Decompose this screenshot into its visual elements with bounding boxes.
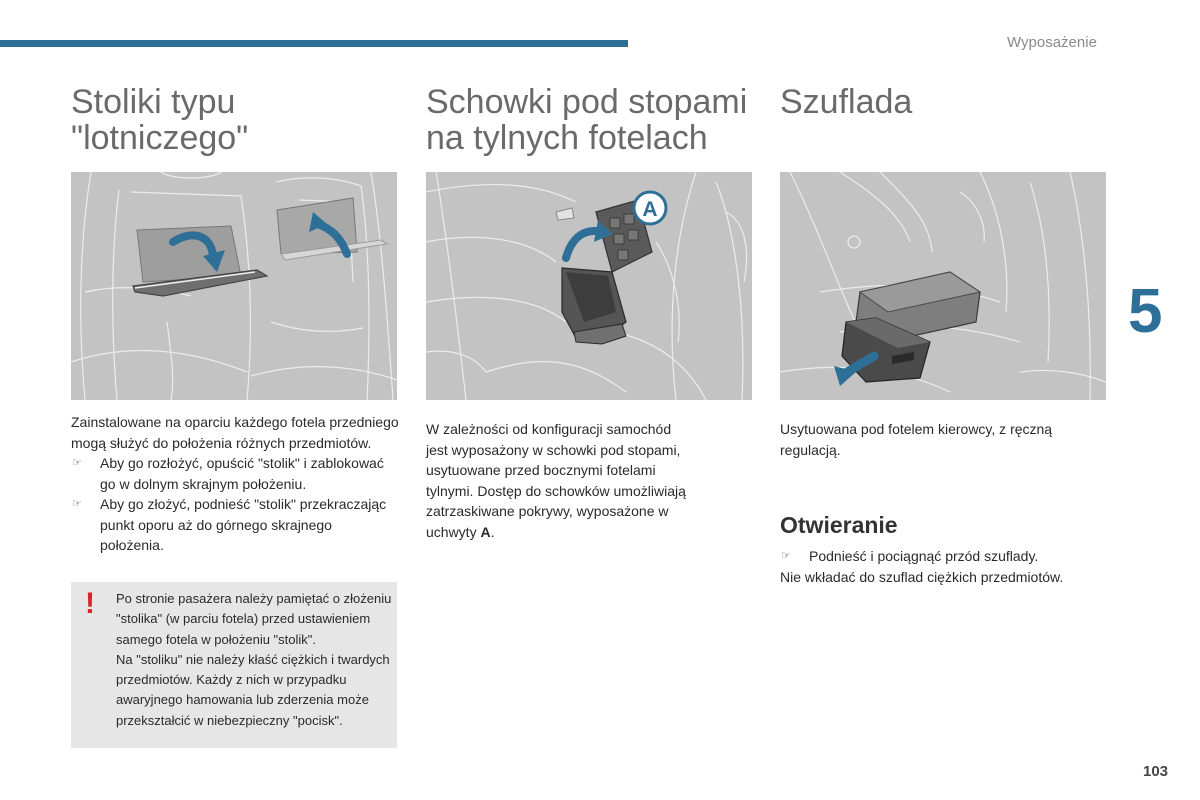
section-label: Wyposażenie [1007,34,1097,51]
col2-title [426,84,747,156]
footwell-storage-illustration [426,172,752,400]
pointing-hand-icon: ☞ [72,498,82,510]
tray-table-illustration [71,172,397,400]
page-number: 103 [1143,763,1169,780]
pointing-hand-icon: ☞ [781,550,791,562]
callout-label: A [642,198,658,221]
last-line-suffix: . [490,523,495,540]
bullet-line: Aby go rozłożyć, opuścić "stolik" i zablokować [100,455,384,471]
col1-title-line: "lotniczego" [71,119,249,157]
col3-instructions [780,546,1063,587]
col2-body-line: tylnymi. Dostęp do schowków umożliwiają [426,482,686,499]
list-item [71,453,399,494]
col2-body [426,419,686,542]
bullet-line: Aby go złożyć, podnieść "stolik" przekraczając [100,496,387,512]
handle-label: A [480,523,491,540]
col2-body-last-line [426,522,686,543]
col1-intro-line: mogą służyć do położenia różnych przedmiotów. [71,434,372,451]
bullet-line: Podnieść i pociągnąć przód szuflady. [809,548,1039,564]
warning-box [71,582,397,748]
bullet-line: go w dolnym skrajnym położeniu. [100,475,307,492]
warning-line: awaryjnego hamowania lub zderzenia może [116,692,369,708]
warning-text [116,589,391,731]
col2-title-line: Schowki pod stopami [426,83,748,121]
col2-body-line: W zależności od konfiguracji samochód [426,421,672,437]
chapter-number: 5 [1128,277,1163,346]
col2-body-line: usytuowane przed bocznymi fotelami [426,462,656,478]
col3-body-line: Usytuowana pod fotelem kierowcy, z ręczną [780,421,1053,437]
col3-body-line: regulacją. [780,441,841,458]
list-item [780,546,1063,567]
warning-line: przedmiotów. Każdy z nich w przypadku [116,672,347,688]
subheading: Otwieranie [780,512,898,538]
exclamation-icon: ! [85,587,95,620]
list-item [71,494,399,556]
pointing-hand-icon: ☞ [72,457,82,469]
col2-body-line: zatrzaskiwane pokrywy, wyposażone w [426,503,669,519]
warning-line: Na "stoliku" nie należy kłaść ciężkich i twardych [116,651,390,667]
col3-body [780,419,1052,460]
col2-title-line: na tylnych fotelach [426,119,708,157]
col1-title-line: Stoliki typu [71,83,236,121]
warning-line: "stolika" (w parciu fotela) przed ustawieniem [116,611,371,627]
col1-title [71,84,248,156]
drawer-illustration [780,172,1106,400]
col3-title [780,84,912,120]
bullet-line: punkt oporu aż do górnego skrajnego [100,516,332,533]
header-accent-bar [0,40,628,47]
warning-line: Po stronie pasażera należy pamiętać o złożeniu [116,591,392,606]
warning-line: samego fotela w położeniu "stolik". [116,631,317,647]
bullet-line: położenia. [100,537,164,553]
last-line-prefix: uchwyty [426,523,481,540]
col1-body [71,412,399,556]
col2-body-line: jest wyposażony w schowki pod stopami, [426,441,681,458]
col3-title-line: Szuflada [780,83,913,121]
note-line: Nie wkładać do szuflad ciężkich przedmiotów. [780,568,1064,585]
col1-intro-line: Zainstalowane na oparciu każdego fotela przedniego [71,414,399,430]
warning-line: przekształcić w niebezpieczny "pocisk". [116,712,343,728]
